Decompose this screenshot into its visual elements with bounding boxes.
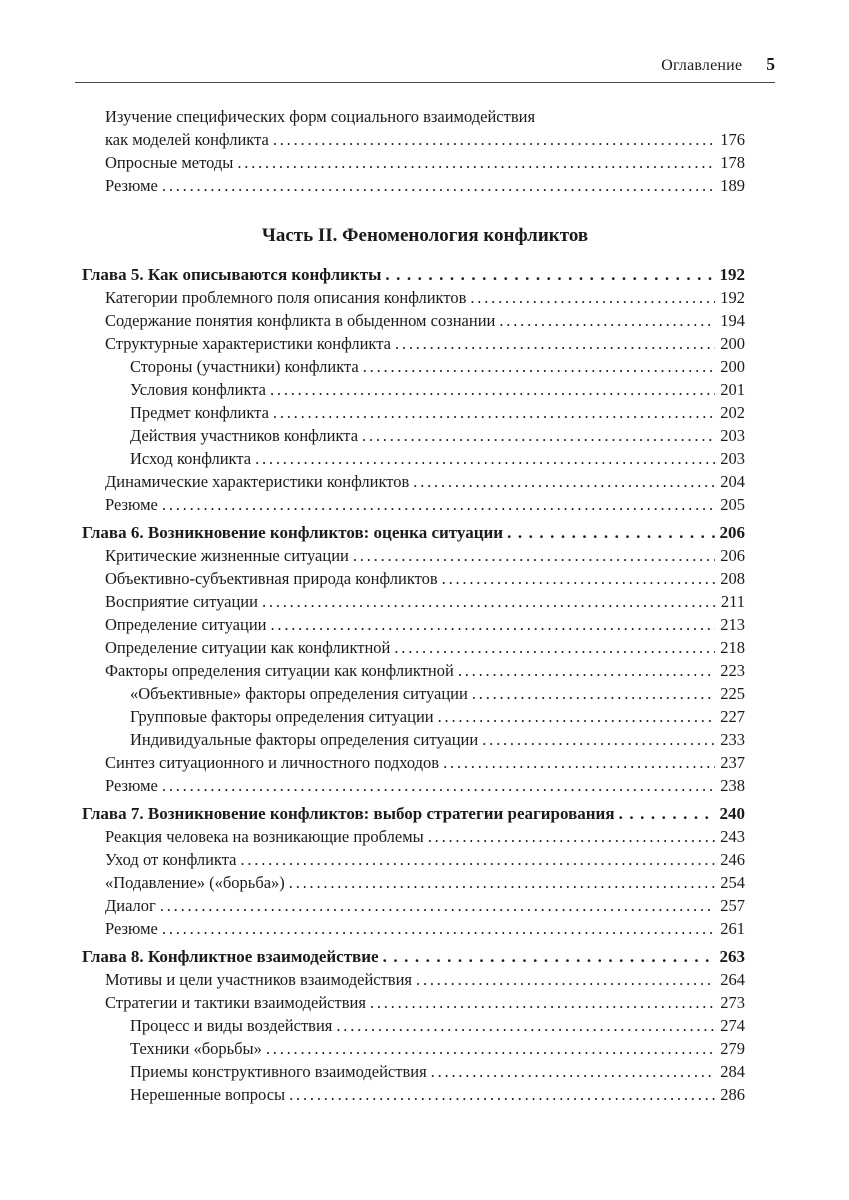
toc-entry-label: Динамические характеристики конфликтов [105,472,410,491]
toc-entry-row [75,682,745,705]
toc-dot-leader [270,378,715,401]
toc-page-number: 243 [720,827,745,846]
toc-list [75,105,775,1106]
page-header [75,54,775,83]
toc-entry-label: Глава 7. Возникновение конфликтов: выбор стратегии реагирования [82,804,615,823]
toc-dot-leader [363,355,716,378]
toc-entry-row [75,286,745,309]
toc-entry-row [75,1014,745,1037]
toc-entry-row [75,401,745,424]
toc-page-number: 237 [720,753,745,772]
toc-dot-leader [160,894,715,917]
toc-dot-leader [273,128,715,151]
toc-entry-label: Изучение специфических форм социального взаимодействия [105,107,536,126]
toc-page-number: 176 [720,130,745,149]
toc-entry-row [75,705,745,728]
toc-chapter-row [75,945,745,968]
toc-page-number: 284 [720,1062,745,1081]
toc-page-number: 203 [720,449,745,468]
toc-page-number: 202 [720,403,745,422]
toc-dot-leader [395,332,715,355]
toc-dot-leader [353,544,715,567]
toc-page-number: 263 [719,947,745,966]
toc-dot-leader [394,636,715,659]
toc-page-number: 192 [720,288,745,307]
toc-entry-row [75,174,745,197]
toc-page-number: 227 [720,707,745,726]
toc-entry-row [75,636,745,659]
toc-entry-label: Действия участников конфликта [130,426,359,445]
toc-entry-row [75,774,745,797]
toc-entry-label: «Подавление» («борьба») [105,873,285,892]
toc-page-number: 225 [720,684,745,703]
toc-entry-row [75,128,745,151]
toc-entry-label: Резюме [105,919,158,938]
toc-page-number: 205 [720,495,745,514]
toc-entry-label: Исход конфликта [130,449,252,468]
toc-page-number: 273 [720,993,745,1012]
toc-entry-label: Групповые факторы определения ситуации [130,707,434,726]
toc-page-number: 211 [720,592,745,611]
toc-entry-row [75,1037,745,1060]
toc-entry-row [75,378,745,401]
toc-chapter-row [75,263,745,286]
toc-dot-leader [370,991,715,1014]
toc-dot-leader [438,705,716,728]
toc-dot-leader [162,774,715,797]
toc-dot-leader [416,968,715,991]
toc-dot-leader [431,1060,716,1083]
toc-dot-leader [289,871,715,894]
toc-entry-label: Резюме [105,176,158,195]
toc-page-number: 194 [720,311,745,330]
toc-page-number: 261 [720,919,745,938]
toc-entry-label: Резюме [105,495,158,514]
toc-dot-leader [262,590,716,613]
toc-page-number: 178 [720,153,745,172]
toc-dot-leader [442,567,716,590]
toc-dot-leader [507,521,714,544]
toc-dot-leader [162,174,715,197]
toc-page-number: 213 [720,615,745,634]
toc-dot-leader [413,470,715,493]
toc-entry-label: Приемы конструктивного взаимодействия [130,1062,427,1081]
toc-chapter-row [75,802,745,825]
toc-dot-leader [458,659,715,682]
toc-entry-label: Мотивы и цели участников взаимодействия [105,970,413,989]
toc-entry-label: Индивидуальные факторы определения ситуации [130,730,479,749]
toc-entry-row [75,447,745,470]
toc-dot-leader [273,401,715,424]
toc-entry-row [75,917,745,940]
toc-dot-leader [499,309,715,332]
toc-page-number: 240 [719,804,745,823]
toc-entry-label: Уход от конфликта [105,850,237,869]
toc-dot-leader [289,1083,715,1106]
toc-page-number: 279 [720,1039,745,1058]
toc-entry-row [75,470,745,493]
toc-page-number: 203 [720,426,745,445]
toc-page-number: 208 [720,569,745,588]
toc-entry-label: Объективно-субъективная природа конфликтов [105,569,438,588]
toc-entry-label: Синтез ситуационного и личностного подходов [105,753,440,772]
toc-page-number: 286 [720,1085,745,1104]
toc-page-number: 257 [720,896,745,915]
toc-entry-row [75,544,745,567]
toc-page-number: 254 [720,873,745,892]
toc-entry-row [75,968,745,991]
page-number: 5 [766,54,775,74]
toc-entry-row [75,659,745,682]
toc-page-number: 223 [720,661,745,680]
toc-entry-row [75,751,745,774]
toc-page-number: 200 [720,334,745,353]
toc-entry-label: Стратегии и тактики взаимодействия [105,993,366,1012]
toc-entry-label: Стороны (участники) конфликта [130,357,359,376]
toc-entry-label: Глава 6. Возникновение конфликтов: оценка ситуации [82,523,504,542]
toc-chapter-row [75,521,745,544]
toc-page-number: 274 [720,1016,745,1035]
toc-entry-row [75,105,745,128]
toc-entry-row [75,613,745,636]
toc-dot-leader [472,682,715,705]
toc-page-number: 206 [719,523,745,542]
toc-entry-label: Факторы определения ситуации как конфликтной [105,661,454,680]
toc-entry-row [75,424,745,447]
toc-entry-label: Условия конфликта [130,380,266,399]
toc-dot-leader [362,424,715,447]
toc-page-number: 233 [720,730,745,749]
toc-dot-leader [270,613,715,636]
toc-entry-row [75,332,745,355]
toc-entry-label: Процесс и виды воздействия [130,1016,333,1035]
toc-entry-label: Опросные методы [105,153,234,172]
toc-entry-label: Диалог [105,896,156,915]
toc-dot-leader [383,945,715,968]
toc-entry-label: Структурные характеристики конфликта [105,334,391,353]
toc-page-number: 206 [720,546,745,565]
toc-dot-leader [470,286,715,309]
toc-dot-leader [428,825,716,848]
toc-page-number: 201 [720,380,745,399]
toc-dot-leader [619,802,715,825]
toc-dot-leader [255,447,715,470]
toc-dot-leader [443,751,715,774]
toc-entry-label: «Объективные» факторы определения ситуации [130,684,468,703]
toc-entry-label: Критические жизненные ситуации [105,546,349,565]
toc-entry-row [75,151,745,174]
toc-entry-label: Определение ситуации [105,615,267,634]
toc-entry-label: Резюме [105,776,158,795]
toc-entry-label: Техники «борьбы» [130,1039,262,1058]
toc-dot-leader [266,1037,715,1060]
toc-entry-row [75,991,745,1014]
toc-entry-row [75,567,745,590]
toc-entry-row [75,1083,745,1106]
toc-entry-row [75,309,745,332]
toc-entry-row [75,871,745,894]
toc-entry-label: Глава 8. Конфликтное взаимодействие [82,947,379,966]
toc-entry-label: Восприятие ситуации [105,592,258,611]
toc-dot-leader [240,848,715,871]
toc-page-number: 264 [720,970,745,989]
toc-page-number: 238 [720,776,745,795]
part-heading: Часть II. Феноменология конфликтов [261,225,589,246]
toc-entry-label: Глава 5. Как описываются конфликты [82,265,382,284]
toc-page-number: 200 [720,357,745,376]
toc-entry-label: как моделей конфликта [105,130,269,149]
toc-entry-label: Нерешенные вопросы [130,1085,286,1104]
toc-page-number: 246 [720,850,745,869]
toc-entry-label: Содержание понятия конфликта в обыденном сознании [105,311,496,330]
toc-entry-row [75,848,745,871]
toc-entry-row [75,728,745,751]
toc-entry-row [75,355,745,378]
toc-dot-leader [162,493,715,516]
toc-entry-row [75,493,745,516]
toc-entry-row [75,1060,745,1083]
toc-entry-label: Предмет конфликта [130,403,269,422]
toc-entry-label: Реакция человека на возникающие проблемы [105,827,424,846]
toc-page-number: 218 [720,638,745,657]
toc-entry-label: Категории проблемного поля описания конфликтов [105,288,467,307]
toc-dot-leader [482,728,715,751]
toc-entry-label: Определение ситуации как конфликтной [105,638,391,657]
toc-dot-leader [336,1014,715,1037]
toc-dot-leader [237,151,715,174]
toc-page-number: 189 [720,176,745,195]
toc-page-number: 204 [720,472,745,491]
toc-entry-row [75,894,745,917]
toc-page-number: 192 [719,265,745,284]
toc-entry-row [75,590,745,613]
toc-entry-row [75,825,745,848]
toc-dot-leader [385,263,714,286]
toc-dot-leader [162,917,715,940]
running-head-title: Оглавление [661,57,743,74]
